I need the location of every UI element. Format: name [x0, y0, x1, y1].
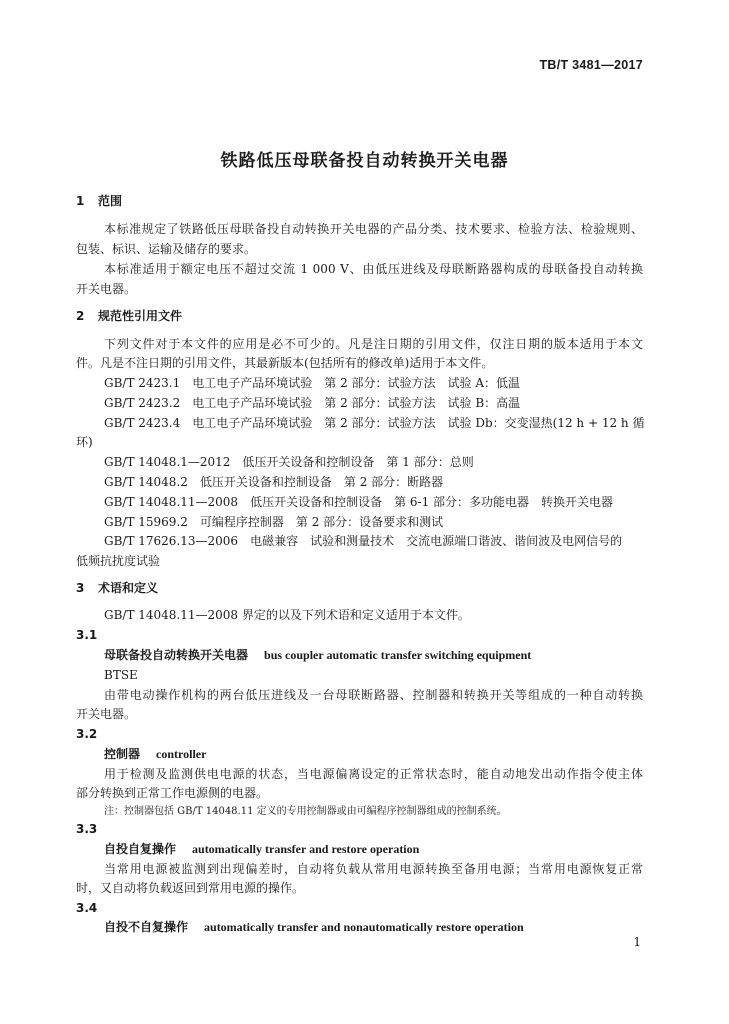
term-chinese: 母联备投自动转换开关电器: [104, 648, 249, 662]
term-english: automatically transfer and nonautomatically restore operation: [204, 920, 524, 934]
term-heading: [104, 841, 643, 857]
definition-line: 时，又自动将负载返回到常用电源的操作。: [76, 881, 305, 895]
term-number: 3.4: [76, 901, 98, 915]
page-number: 1: [633, 935, 641, 949]
term-abbreviation: BTSE: [104, 668, 138, 682]
section-title: 范围: [98, 194, 123, 208]
definition-line: 当常用电源被监测到出现偏差时，自动将负载从常用电源转换至备用电源；当常用电源恢复正常: [104, 862, 643, 876]
term-chinese: 自投自复操作: [104, 842, 177, 856]
term-chinese: 自投不自复操作: [104, 920, 189, 934]
paragraph-line: 开关电器。: [76, 282, 137, 296]
paragraph-line: GB/T 14048.11—2008 界定的以及下列术语和定义适用于本文件。: [104, 608, 470, 622]
note-text: 注：控制器包括 GB/T 14048.11 定义的专用控制器或由可编程序控制器组成的控制系统。: [104, 806, 507, 817]
reference-item: GB/T 2423.2 电工电子产品环境试验 第 2 部分：试验方法 试验 B：高温: [104, 396, 521, 410]
standard-code: TB/T 3481—2017: [539, 58, 643, 72]
term-number: 3.2: [76, 727, 98, 741]
reference-item: GB/T 15969.2 可编程序控制器 第 2 部分：设备要求和测试: [104, 515, 444, 529]
paragraph-line: 件。凡是不注日期的引用文件，其最新版本(包括所有的修改单)适用于本文件。: [76, 356, 494, 370]
paragraph-line: 本标准规定了铁路低压母联备投自动转换开关电器的产品分类、技术要求、检验方法、检验规则、: [104, 222, 643, 236]
reference-item: GB/T 14048.11—2008 低压开关设备和控制设备 第 6-1 部分：多功能电器 转换开关电器: [104, 495, 614, 509]
section-title: 规范性引用文件: [98, 309, 183, 323]
reference-item: GB/T 14048.1—2012 低压开关设备和控制设备 第 1 部分：总则: [104, 455, 474, 469]
term-english: controller: [156, 747, 207, 761]
section-title: 术语和定义: [98, 581, 159, 595]
paragraph-line: 本标准适用于额定电压不超过交流 1 000 V、由低压进线及母联断路器构成的母联备投自动转换: [104, 262, 643, 276]
section-number: 3: [76, 581, 85, 595]
paragraph-line: 下列文件对于本文件的应用是必不可少的。凡是注日期的引用文件，仅注日期的版本适用于本文: [104, 337, 643, 351]
paragraph-line: 包装、标识、运输及储存的要求。: [76, 242, 257, 256]
reference-item: GB/T 2423.4 电工电子产品环境试验 第 2 部分：试验方法 试验 Db：交变湿热(12 h + 12 h 循: [104, 416, 645, 430]
definition-line: 部分转换到正常工作电源侧的电器。: [76, 786, 269, 800]
section-number: 2: [76, 309, 85, 323]
term-heading: [104, 746, 643, 762]
term-heading: [104, 647, 643, 663]
definition-line: 用于检测及监测供电电源的状态，当电源偏离设定的正常状态时，能自动地发出动作指令使主体: [104, 767, 643, 781]
term-number: 3.3: [76, 822, 98, 836]
reference-item-continuation: 低频抗扰度试验: [76, 554, 161, 568]
term-chinese: 控制器: [104, 747, 141, 761]
reference-item: GB/T 14048.2 低压开关设备和控制设备 第 2 部分：断路器: [104, 475, 444, 489]
term-heading: [104, 919, 643, 935]
document-title: 铁路低压母联备投自动转换开关电器: [220, 151, 509, 171]
reference-item: GB/T 2423.1 电工电子产品环境试验 第 2 部分：试验方法 试验 A：低温: [104, 376, 521, 390]
section-3-heading: [76, 580, 643, 596]
section-1-heading: [76, 193, 643, 209]
term-english: automatically transfer and restore operation: [192, 842, 420, 856]
term-number: 3.1: [76, 628, 98, 642]
term-english: bus coupler automatic transfer switching equipment: [264, 648, 532, 662]
definition-line: 由带电动操作机构的两台低压进线及一台母联断路器、控制器和转换开关等组成的一种自动转换: [104, 688, 643, 702]
definition-line: 开关电器。: [76, 707, 137, 721]
section-2-heading: [76, 308, 643, 324]
reference-item: GB/T 17626.13—2006 电磁兼容 试验和测量技术 交流电源端口谐波、谐间波及电网信号的: [104, 534, 623, 548]
reference-item-continuation: 环): [76, 435, 93, 449]
section-number: 1: [76, 194, 85, 208]
